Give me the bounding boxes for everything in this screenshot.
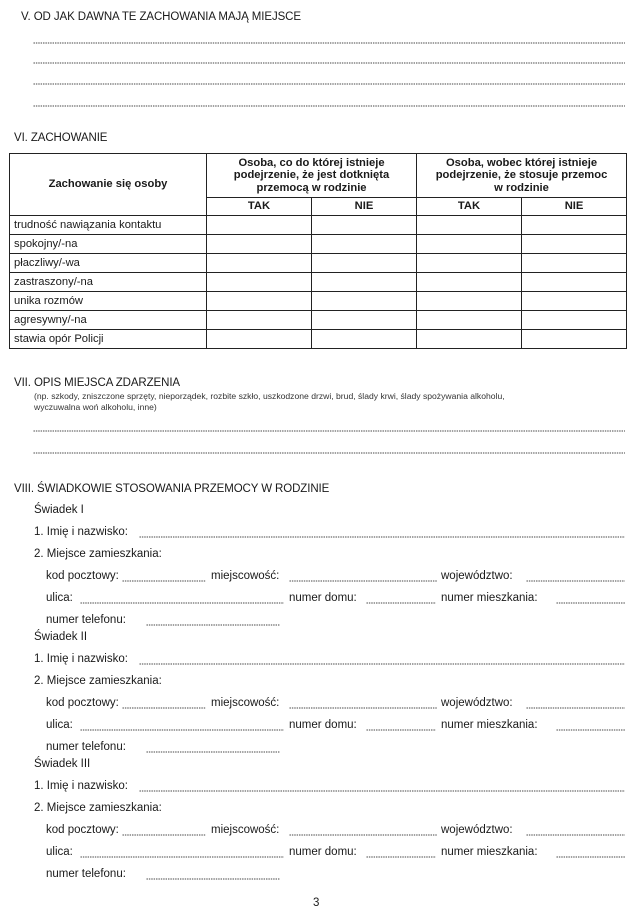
witness-heading: Świadek I [34, 504, 84, 516]
apartment-number-label: numer mieszkania: [441, 592, 538, 604]
residence-label: 2. Miejsce zamieszkania: [34, 548, 162, 560]
answer-line-v-4[interactable] [33, 105, 625, 107]
residence-label: 2. Miejsce zamieszkania: [34, 675, 162, 687]
city-label: miejscowość: [211, 824, 280, 836]
address-row-2 [46, 719, 625, 733]
header-perpetrator-no: NIE [522, 198, 627, 216]
witness-heading: Świadek III [34, 758, 91, 770]
behavior-label: agresywny/-na [10, 311, 207, 330]
city-input[interactable] [289, 580, 437, 582]
section-vii-note-line-1: (np. szkody, zniszczone sprzęty, nieporządek, rozbite szkło, uszkodzone drzwi, brud, ślady krwi, ślady spożywania alkoholu, [34, 391, 505, 401]
postal-code-label: kod pocztowy: [46, 697, 119, 709]
perpetrator-yes-cell[interactable] [417, 216, 522, 235]
behavior-label: zastraszony/-na [10, 273, 207, 292]
street-input[interactable] [80, 856, 284, 858]
phone-label: numer telefonu: [46, 614, 126, 626]
voivodeship-label: województwo: [441, 697, 513, 709]
city-input[interactable] [289, 834, 437, 836]
name-input[interactable] [139, 536, 625, 538]
perpetrator-no-cell[interactable] [522, 216, 627, 235]
table-row [10, 216, 627, 235]
perpetrator-yes-cell[interactable] [417, 311, 522, 330]
perpetrator-yes-cell[interactable] [417, 330, 522, 349]
header-victim-no: NIE [312, 198, 417, 216]
name-label: 1. Imię i nazwisko: [34, 526, 128, 538]
victim-yes-cell[interactable] [207, 311, 312, 330]
city-input[interactable] [289, 707, 437, 709]
voivodeship-label: województwo: [441, 570, 513, 582]
answer-line-vii-2[interactable] [33, 452, 625, 454]
name-label: 1. Imię i nazwisko: [34, 780, 128, 792]
street-input[interactable] [80, 602, 284, 604]
witness-name-row [34, 653, 625, 667]
phone-input[interactable] [146, 751, 280, 753]
victim-no-cell[interactable] [312, 311, 417, 330]
victim-no-cell[interactable] [312, 330, 417, 349]
name-label: 1. Imię i nazwisko: [34, 653, 128, 665]
witness-name-row [34, 526, 625, 540]
header-behavior: Zachowanie się osoby [10, 154, 207, 216]
city-label: miejscowość: [211, 697, 280, 709]
header-victim: Osoba, co do której istnieje podejrzenie, że jest dotknięta przemocą w rodzinie [207, 154, 417, 198]
house-number-label: numer domu: [289, 592, 357, 604]
perpetrator-yes-cell[interactable] [417, 273, 522, 292]
apartment-number-input[interactable] [556, 602, 625, 604]
phone-label: numer telefonu: [46, 741, 126, 753]
postal-code-input[interactable] [122, 580, 206, 582]
voivodeship-label: województwo: [441, 824, 513, 836]
section-vi-title: VI. ZACHOWANIE [14, 132, 108, 144]
voivodeship-input[interactable] [526, 580, 625, 582]
perpetrator-yes-cell[interactable] [417, 235, 522, 254]
postal-code-label: kod pocztowy: [46, 570, 119, 582]
behavior-label: trudność nawiązania kontaktu [10, 216, 207, 235]
victim-no-cell[interactable] [312, 216, 417, 235]
victim-yes-cell[interactable] [207, 235, 312, 254]
phone-input[interactable] [146, 878, 280, 880]
perpetrator-no-cell[interactable] [522, 311, 627, 330]
table-row [10, 254, 627, 273]
address-row-1 [46, 570, 625, 584]
name-input[interactable] [139, 790, 625, 792]
section-vii-title: VII. OPIS MIEJSCA ZDARZENIA [14, 377, 180, 389]
phone-row [46, 741, 625, 755]
section-viii-title: VIII. ŚWIADKOWIE STOSOWANIA PRZEMOCY W RODZINIE [14, 483, 330, 495]
address-row-1 [46, 697, 625, 711]
voivodeship-input[interactable] [526, 834, 625, 836]
street-label: ulica: [46, 719, 73, 731]
victim-no-cell[interactable] [312, 235, 417, 254]
table-row [10, 235, 627, 254]
section-vii-note-line-2: wyczuwalna woń alkoholu, inne) [34, 402, 157, 412]
name-input[interactable] [139, 663, 625, 665]
witness-heading: Świadek II [34, 631, 88, 643]
street-label: ulica: [46, 592, 73, 604]
phone-row [46, 614, 625, 628]
victim-no-cell[interactable] [312, 254, 417, 273]
perpetrator-no-cell[interactable] [522, 330, 627, 349]
postal-code-input[interactable] [122, 707, 206, 709]
house-number-input[interactable] [366, 602, 436, 604]
table-row [10, 273, 627, 292]
perpetrator-yes-cell[interactable] [417, 292, 522, 311]
street-input[interactable] [80, 729, 284, 731]
header-perpetrator: Osoba, wobec której istnieje podejrzenie, że stosuje przemoc w rodzinie [417, 154, 627, 198]
table-row [10, 311, 627, 330]
address-row-2 [46, 592, 625, 606]
table-row [10, 292, 627, 311]
perpetrator-no-cell[interactable] [522, 292, 627, 311]
phone-row [46, 868, 625, 882]
answer-line-vii-1[interactable] [33, 430, 625, 432]
behavior-label: spokojny/-na [10, 235, 207, 254]
apartment-number-input[interactable] [556, 856, 625, 858]
behavior-table [9, 153, 627, 349]
victim-yes-cell[interactable] [207, 273, 312, 292]
victim-no-cell[interactable] [312, 292, 417, 311]
answer-line-v-1[interactable] [33, 42, 625, 44]
victim-yes-cell[interactable] [207, 216, 312, 235]
perpetrator-yes-cell[interactable] [417, 254, 522, 273]
answer-line-v-3[interactable] [33, 83, 625, 85]
behavior-label: płaczliwy/-wa [10, 254, 207, 273]
answer-line-v-2[interactable] [33, 62, 625, 64]
apartment-number-label: numer mieszkania: [441, 846, 538, 858]
witness-name-row [34, 780, 625, 794]
victim-yes-cell[interactable] [207, 254, 312, 273]
behavior-label: stawia opór Policji [10, 330, 207, 349]
behavior-label: unika rozmów [10, 292, 207, 311]
apartment-number-input[interactable] [556, 729, 625, 731]
header-victim-yes: TAK [207, 198, 312, 216]
phone-input[interactable] [146, 624, 280, 626]
victim-no-cell[interactable] [312, 273, 417, 292]
apartment-number-label: numer mieszkania: [441, 719, 538, 731]
postal-code-input[interactable] [122, 834, 206, 836]
section-v-title: V. OD JAK DAWNA TE ZACHOWANIA MAJĄ MIEJSCE [21, 11, 301, 23]
house-number-label: numer domu: [289, 846, 357, 858]
table-row [10, 330, 627, 349]
city-label: miejscowość: [211, 570, 280, 582]
house-number-input[interactable] [366, 856, 436, 858]
address-row-2 [46, 846, 625, 860]
page-number: 3 [313, 897, 320, 909]
victim-yes-cell[interactable] [207, 330, 312, 349]
header-perpetrator-yes: TAK [417, 198, 522, 216]
perpetrator-no-cell[interactable] [522, 273, 627, 292]
residence-label: 2. Miejsce zamieszkania: [34, 802, 162, 814]
phone-label: numer telefonu: [46, 868, 126, 880]
house-number-label: numer domu: [289, 719, 357, 731]
perpetrator-no-cell[interactable] [522, 254, 627, 273]
street-label: ulica: [46, 846, 73, 858]
victim-yes-cell[interactable] [207, 292, 312, 311]
address-row-1 [46, 824, 625, 838]
voivodeship-input[interactable] [526, 707, 625, 709]
perpetrator-no-cell[interactable] [522, 235, 627, 254]
house-number-input[interactable] [366, 729, 436, 731]
postal-code-label: kod pocztowy: [46, 824, 119, 836]
